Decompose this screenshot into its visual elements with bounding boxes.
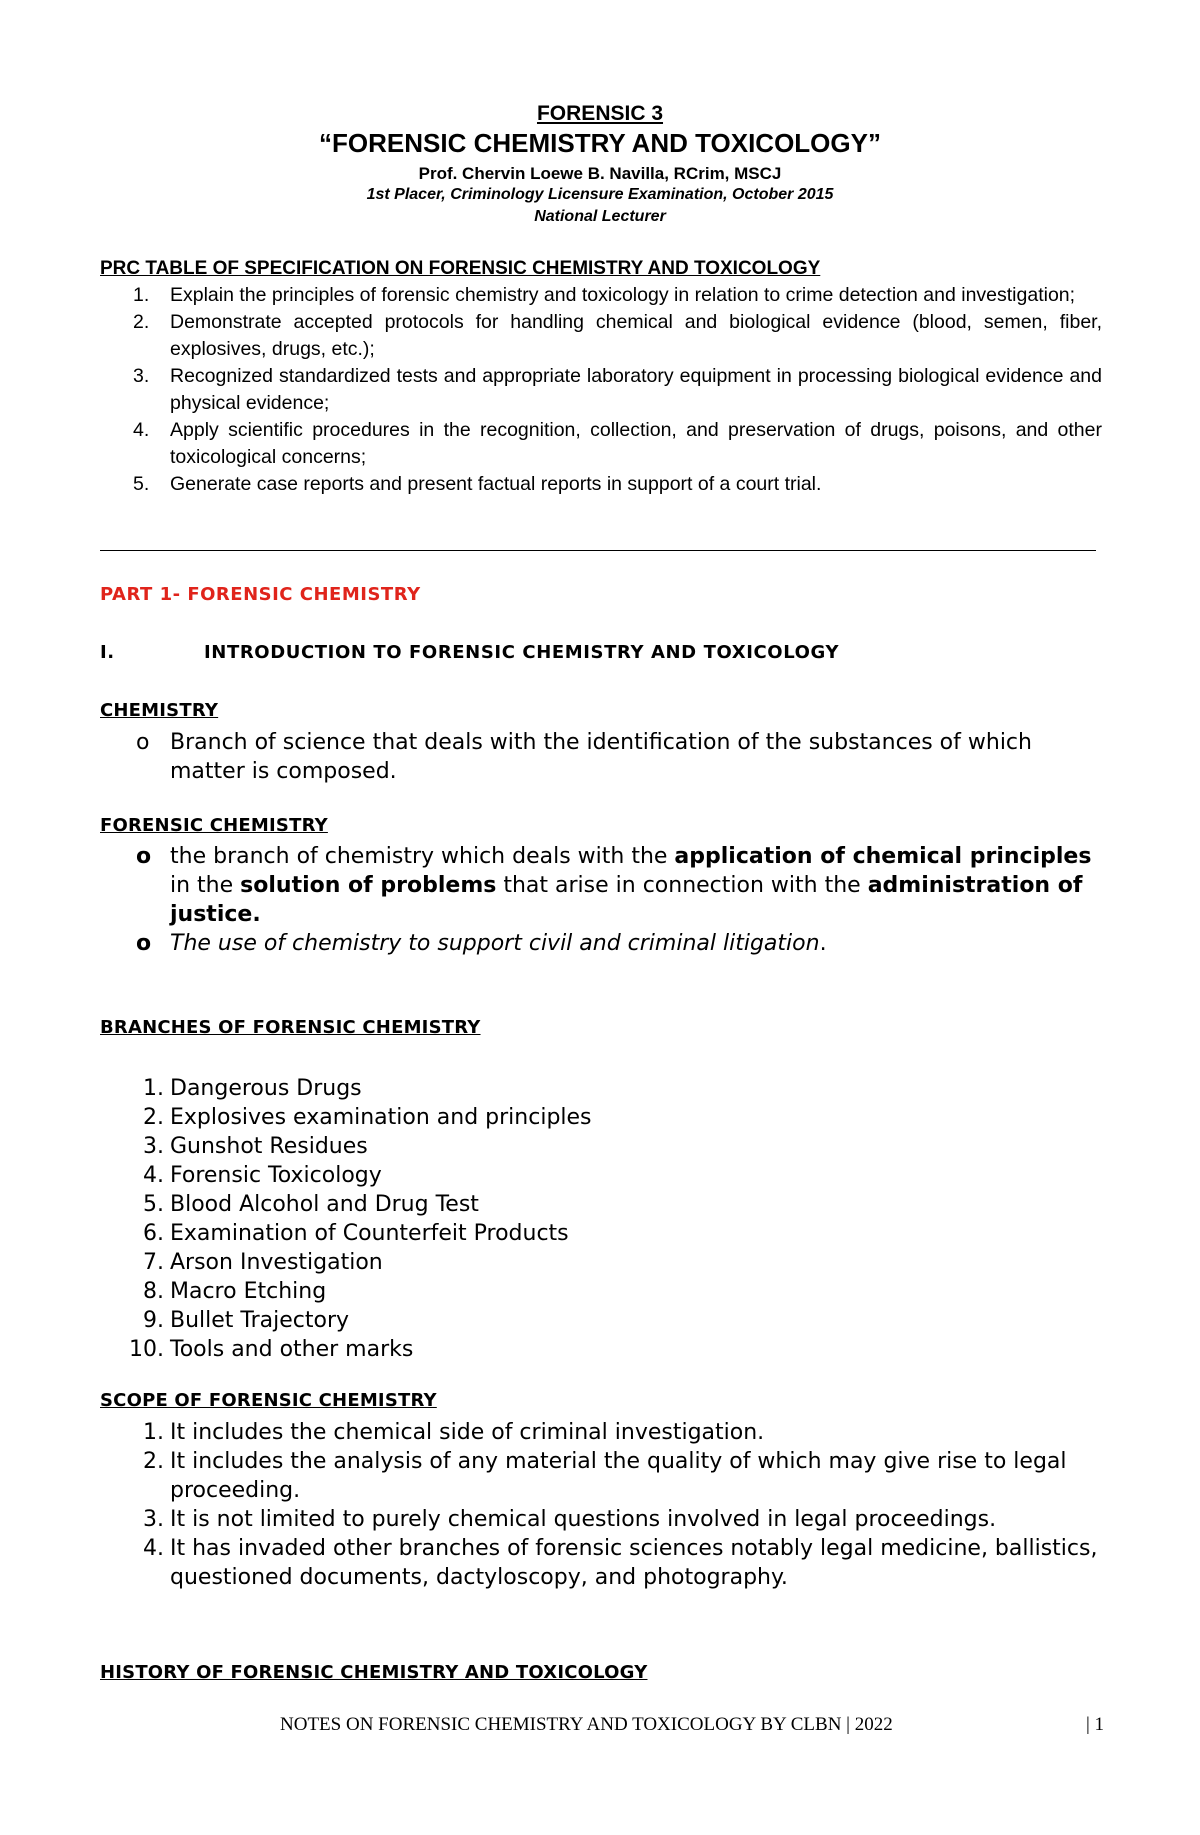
prc-item-text: Apply scientific procedures in the recognition, collection, and preservation of drugs, poisons, and other toxicological concerns; bbox=[170, 419, 1102, 468]
prc-item-number: 5. bbox=[133, 473, 150, 495]
list-item bbox=[100, 1418, 1110, 1447]
list-item bbox=[100, 1219, 1110, 1248]
section-divider bbox=[100, 550, 1096, 551]
section-title: INTRODUCTION TO FORENSIC CHEMISTRY AND TOXICOLOGY bbox=[204, 642, 840, 663]
prc-item-number: 1. bbox=[133, 284, 150, 306]
bullet-icon: o bbox=[136, 931, 152, 956]
prc-item-number: 4. bbox=[133, 419, 150, 441]
item-number: 6. bbox=[143, 1221, 164, 1246]
list-item bbox=[100, 1190, 1110, 1219]
item-number: 2. bbox=[143, 1449, 164, 1474]
list-item bbox=[100, 1132, 1110, 1161]
professor-role: National Lecturer bbox=[534, 208, 666, 225]
definition-italic: The use of chemistry to support civil and criminal litigation bbox=[170, 931, 820, 956]
item-text: Arson Investigation bbox=[170, 1250, 383, 1275]
document-title: “FORENSIC CHEMISTRY AND TOXICOLOGY” bbox=[319, 128, 881, 158]
chemistry-heading: CHEMISTRY bbox=[100, 700, 219, 721]
list-item bbox=[100, 1161, 1110, 1190]
prc-item bbox=[100, 471, 1102, 498]
item-text: Explosives examination and principles bbox=[170, 1105, 592, 1130]
list-item bbox=[100, 1074, 1110, 1103]
list-item bbox=[100, 1447, 1110, 1505]
prc-item-text: Demonstrate accepted protocols for handling chemical and biological evidence (blood, semen, fiber, explosives, drugs, etc.); bbox=[170, 311, 1102, 360]
forensic-chemistry-list bbox=[100, 842, 1110, 958]
forensic-chemistry-heading: FORENSIC CHEMISTRY bbox=[100, 815, 328, 836]
bullet-icon: o bbox=[136, 844, 152, 869]
definition-period: . bbox=[819, 931, 827, 956]
definition-text: the branch of chemistry which deals with the bbox=[170, 844, 675, 869]
definition-emphasis: solution of problems bbox=[240, 873, 497, 898]
item-text: It includes the chemical side of criminal investigation. bbox=[170, 1420, 765, 1445]
item-number: 4. bbox=[143, 1536, 164, 1561]
list-item bbox=[100, 929, 1110, 958]
item-number: 7. bbox=[143, 1250, 164, 1275]
item-number: 4. bbox=[143, 1163, 164, 1188]
branches-list bbox=[100, 1074, 1110, 1364]
section-number: I. bbox=[100, 642, 115, 663]
list-item bbox=[100, 728, 1110, 786]
branches-heading: BRANCHES OF FORENSIC CHEMISTRY bbox=[100, 1017, 481, 1038]
item-number: 5. bbox=[143, 1192, 164, 1217]
page-number: | 1 bbox=[1086, 1714, 1105, 1735]
item-number: 2. bbox=[143, 1105, 164, 1130]
prc-item-text: Generate case reports and present factual reports in support of a court trial. bbox=[170, 473, 822, 495]
item-number: 3. bbox=[143, 1507, 164, 1532]
definition-emphasis: administration of justice bbox=[170, 873, 1083, 927]
list-item bbox=[100, 842, 1110, 929]
prc-item bbox=[100, 309, 1102, 363]
item-number: 10. bbox=[129, 1337, 164, 1362]
item-text: It has invaded other branches of forensic sciences notably legal medicine, ballistics, questioned documents, dactyloscopy, and photography. bbox=[170, 1536, 1098, 1590]
prc-list bbox=[100, 282, 1102, 498]
prc-item-number: 3. bbox=[133, 365, 150, 387]
chemistry-list bbox=[100, 728, 1110, 786]
chemistry-definition: Branch of science that deals with the identification of the substances of which matter is composed. bbox=[170, 730, 1032, 784]
list-item bbox=[100, 1505, 1110, 1534]
item-number: 1. bbox=[143, 1076, 164, 1101]
course-code: FORENSIC 3 bbox=[536, 102, 664, 125]
definition-emphasis: application of chemical principles bbox=[674, 844, 1092, 869]
definition-text: that arise in connection with the bbox=[496, 873, 868, 898]
item-text: Gunshot Residues bbox=[170, 1134, 368, 1159]
item-text: It is not limited to purely chemical questions involved in legal proceedings. bbox=[170, 1507, 997, 1532]
professor-award: 1st Placer, Criminology Licensure Examination, October 2015 bbox=[366, 186, 834, 203]
item-text: Forensic Toxicology bbox=[170, 1163, 382, 1188]
item-text: Bullet Trajectory bbox=[170, 1308, 350, 1333]
item-text: It includes the analysis of any material the quality of which may give rise to legal proceeding. bbox=[170, 1449, 1067, 1503]
item-number: 1. bbox=[143, 1420, 164, 1445]
prc-item-text: Explain the principles of forensic chemistry and toxicology in relation to crime detection and investigation; bbox=[170, 284, 1076, 306]
list-item bbox=[100, 1335, 1110, 1364]
item-text: Macro Etching bbox=[170, 1279, 327, 1304]
prc-item-number: 2. bbox=[133, 311, 150, 333]
definition-period: . bbox=[252, 902, 261, 927]
definition-text: in the bbox=[170, 873, 241, 898]
list-item bbox=[100, 1277, 1110, 1306]
list-item bbox=[100, 1248, 1110, 1277]
prc-heading: PRC TABLE OF SPECIFICATION ON FORENSIC CHEMISTRY AND TOXICOLOGY bbox=[100, 258, 821, 279]
list-item bbox=[100, 1306, 1110, 1335]
prc-item-text: Recognized standardized tests and appropriate laboratory equipment in processing biological evidence and physical evidence; bbox=[170, 365, 1102, 414]
prc-item bbox=[100, 282, 1102, 309]
part-heading: PART 1- FORENSIC CHEMISTRY bbox=[100, 584, 421, 605]
history-heading: HISTORY OF FORENSIC CHEMISTRY AND TOXICOLOGY bbox=[100, 1662, 648, 1683]
bullet-icon: o bbox=[136, 730, 150, 755]
prc-item bbox=[100, 363, 1102, 417]
scope-heading: SCOPE OF FORENSIC CHEMISTRY bbox=[100, 1390, 437, 1411]
item-text: Examination of Counterfeit Products bbox=[170, 1221, 569, 1246]
footer-text: NOTES ON FORENSIC CHEMISTRY AND TOXICOLOGY BY CLBN | 2022 bbox=[280, 1714, 893, 1735]
list-item bbox=[100, 1103, 1110, 1132]
item-text: Tools and other marks bbox=[170, 1337, 414, 1362]
item-number: 3. bbox=[143, 1134, 164, 1159]
professor-name: Prof. Chervin Loewe B. Navilla, RCrim, MSCJ bbox=[418, 164, 782, 183]
item-text: Blood Alcohol and Drug Test bbox=[170, 1192, 479, 1217]
item-number: 8. bbox=[143, 1279, 164, 1304]
list-item bbox=[100, 1534, 1110, 1592]
item-text: Dangerous Drugs bbox=[170, 1076, 362, 1101]
scope-list bbox=[100, 1418, 1110, 1592]
prc-item bbox=[100, 417, 1102, 471]
item-number: 9. bbox=[143, 1308, 164, 1333]
